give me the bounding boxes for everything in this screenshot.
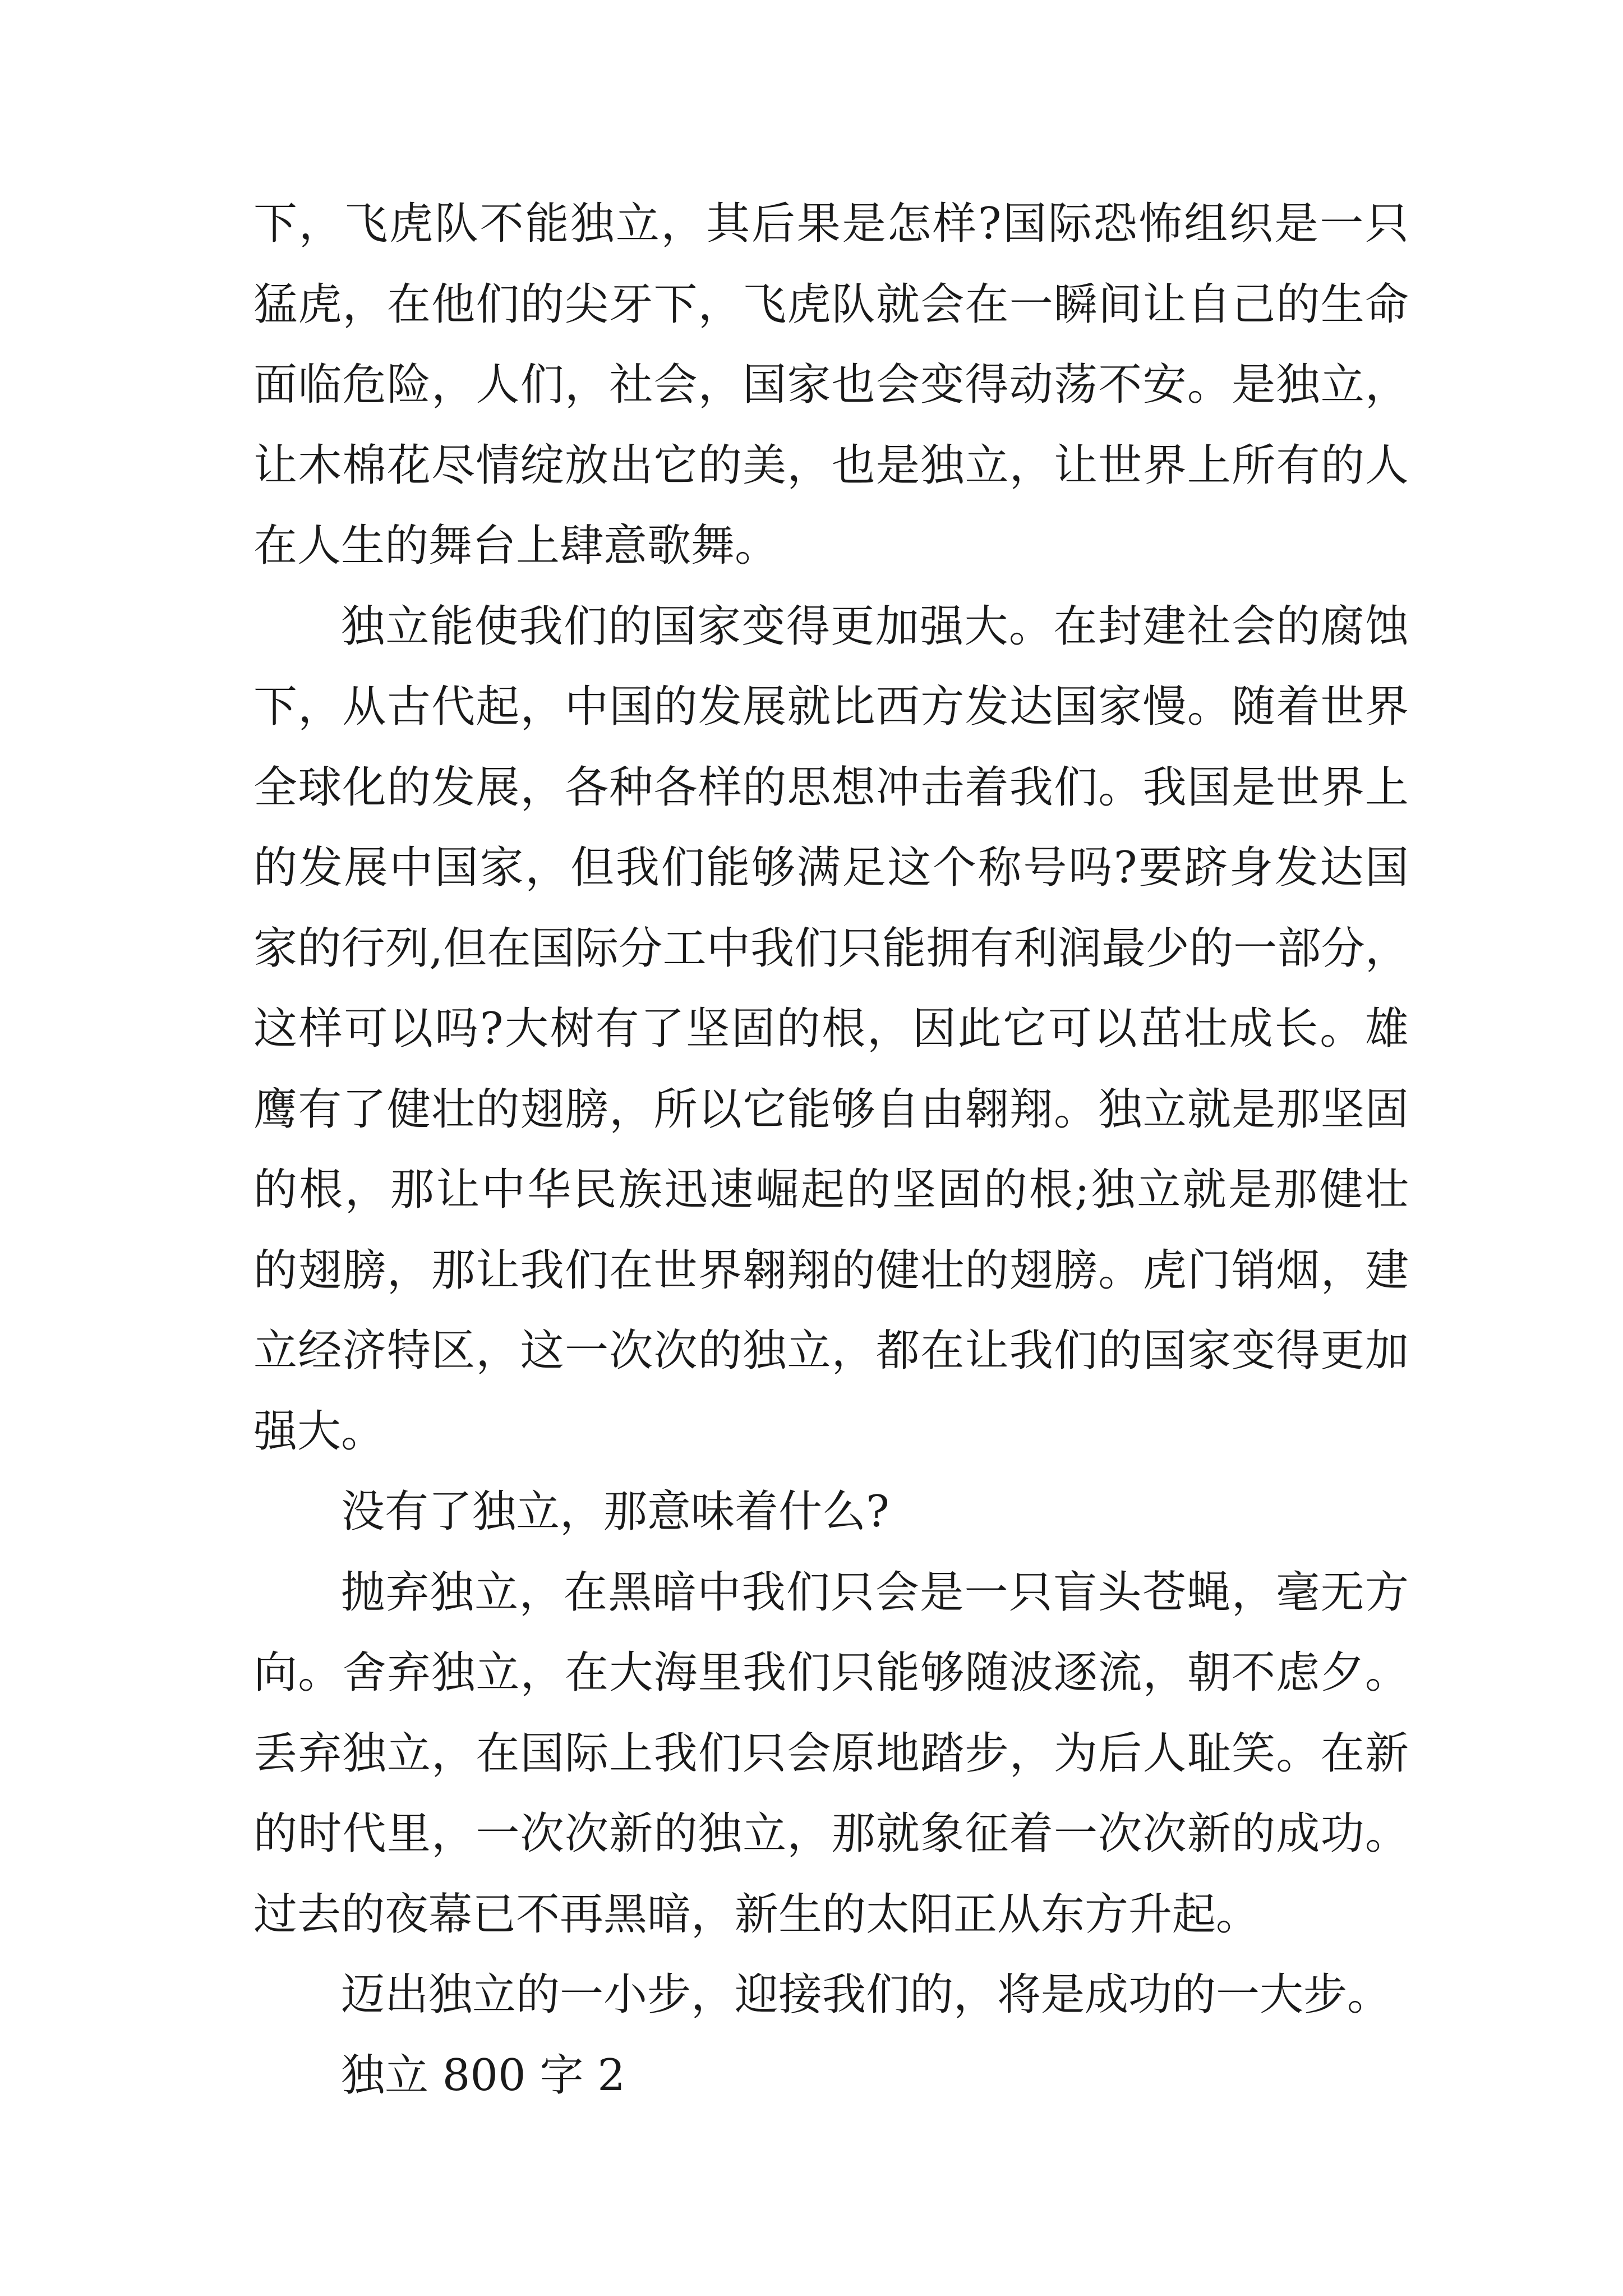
text-line: 这样可以吗?大树有了坚固的根，因此它可以茁壮成长。雄 [253, 1004, 1409, 1054]
text-line: 丢弃独立，在国际上我们只会原地踏步，为后人耻笑。在新 [253, 1728, 1409, 1779]
text-line: 的根，那让中华民族迅速崛起的坚固的根;独立就是那健壮 [253, 1165, 1409, 1215]
text-line: 的翅膀，那让我们在世界翱翔的健壮的翅膀。虎门销烟，建 [253, 1245, 1409, 1296]
text-line: 下，飞虎队不能独立，其后果是怎样?国际恐怖组织是一只 [253, 199, 1409, 249]
text-line: 面临危险，人们，社会，国家也会变得动荡不安。是独立， [253, 360, 1409, 410]
document-body [253, 184, 1409, 2116]
text-line: 强大。 [253, 1406, 385, 1457]
text-line: 的时代里，一次次新的独立，那就象征着一次次新的成功。 [253, 1809, 1409, 1859]
section-heading: 独立 800 字 2 [341, 2050, 625, 2101]
text-line: 迈出独立的一小步，迎接我们的，将是成功的一大步。 [341, 1970, 1391, 2020]
text-line: 让木棉花尽情绽放出它的美，也是独立，让世界上所有的人 [253, 440, 1409, 491]
text-line: 全球化的发展，各种各样的思想冲击着我们。我国是世界上 [253, 762, 1409, 813]
text-line: 抛弃独立，在黑暗中我们只会是一只盲头苍蝇，毫无方 [341, 1567, 1409, 1618]
text-line: 没有了独立，那意味着什么? [341, 1487, 889, 1537]
text-line: 过去的夜幕已不再黑暗，新生的太阳正从东方升起。 [253, 1889, 1260, 1940]
text-line: 下，从古代起，中国的发展就比西方发达国家慢。随着世界 [253, 682, 1409, 732]
text-line: 向。舍弃独立，在大海里我们只能够随波逐流，朝不虑夕。 [253, 1648, 1409, 1698]
text-line: 独立能使我们的国家变得更加强大。在封建社会的腐蚀 [341, 601, 1409, 652]
text-line: 鹰有了健壮的翅膀，所以它能够自由翱翔。独立就是那坚固 [253, 1084, 1409, 1135]
text-line: 在人生的舞台上肆意歌舞。 [253, 521, 779, 571]
text-line: 猛虎，在他们的尖牙下，飞虎队就会在一瞬间让自己的生命 [253, 279, 1409, 330]
text-line: 立经济特区，这一次次的独立，都在让我们的国家变得更加 [253, 1326, 1409, 1376]
text-line: 的发展中国家，但我们能够满足这个称号吗?要跻身发达国 [253, 843, 1409, 893]
text-line: 家的行列,但在国际分工中我们只能拥有利润最少的一部分， [253, 923, 1409, 974]
